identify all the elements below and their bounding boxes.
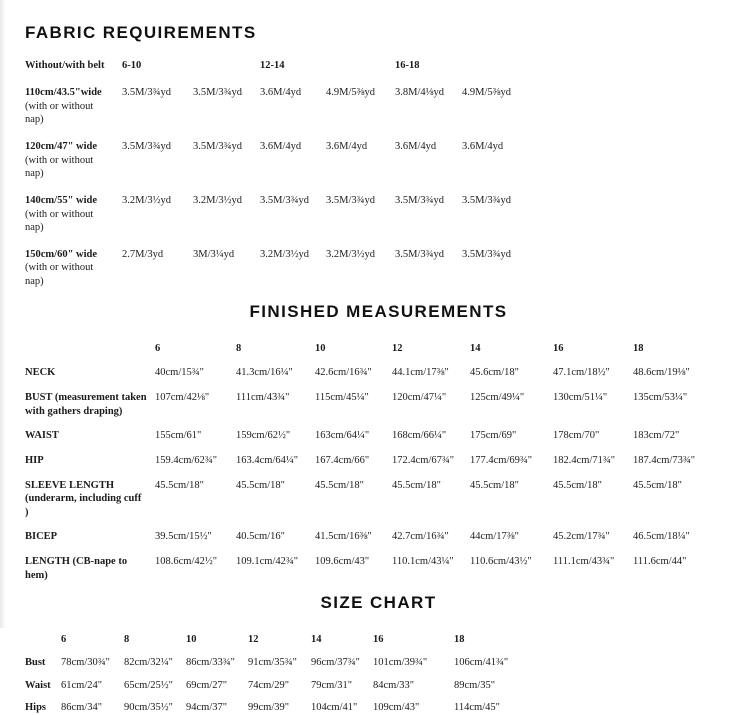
table-cell: 3.5M/3¾yd [260,194,310,206]
table-cell: 3.5M/3¾yd [462,248,512,260]
column-header: 18 [633,342,644,354]
table-cell: 3.5M/3¾yd [462,194,512,206]
table-cell: 120cm/47¼" [392,391,447,403]
table-cell: 115cm/45¼" [315,391,369,403]
sizechart-sizes-header-row [25,633,732,647]
table-cell: 109.1cm/42¾" [236,556,299,568]
table-row [25,366,732,380]
finished-sizes-header-row [25,342,732,356]
row-label: NECK [25,367,56,379]
table-cell: 42.6cm/16¾" [315,367,372,379]
table-cell: 3.5M/3¾yd [193,140,243,152]
column-header: 14 [311,634,322,646]
table-cell: 46.5cm/18¼" [633,531,690,543]
table-cell: 69cm/27" [186,679,228,691]
row-label: BICEP [25,531,58,543]
size-group-header: 12-14 [260,60,285,72]
size-group-header: 6-10 [122,60,142,72]
finished-measurements-table [25,366,732,582]
table-cell: 108.6cm/42½" [155,556,218,568]
table-cell: 45.5cm/18" [236,479,285,491]
table-row [25,194,732,235]
table-cell: 42.7cm/16¾" [392,531,449,543]
row-label: Hips [25,702,47,714]
table-cell: 3.2M/3½yd [122,194,172,206]
size-chart-title: SIZE CHART [320,593,437,613]
table-row [25,454,732,468]
column-header: 8 [124,634,130,646]
table-row [25,679,732,693]
table-row [25,530,732,544]
table-cell: 86cm/34" [61,702,103,714]
table-cell: 110.1cm/43¼" [392,556,454,568]
column-header: 16 [553,342,564,354]
table-row [25,248,732,289]
table-cell: 175cm/69" [470,430,517,442]
table-cell: 45.5cm/18" [470,479,519,491]
table-cell: 65cm/25½" [124,679,173,691]
table-cell: 111.6cm/44" [633,556,687,568]
column-header: 8 [236,342,242,354]
table-row [25,479,732,520]
table-cell: 3.5M/3¾yd [122,87,172,99]
table-cell: 109cm/43" [373,702,420,714]
table-row [25,656,732,670]
table-cell: 110.6cm/43½" [470,556,532,568]
table-cell: 3M/3¼yd [193,248,235,260]
column-header: 6 [61,634,67,646]
table-cell: 3.5M/3¾yd [193,87,243,99]
table-cell: 178cm/70" [553,430,600,442]
table-cell: 135cm/53¼" [633,391,688,403]
table-cell: 39.5cm/15½" [155,531,212,543]
table-cell: 101cm/39¾" [373,657,428,669]
table-cell: 45.5cm/18" [315,479,364,491]
table-cell: 45.5cm/18" [392,479,441,491]
table-cell: 48.6cm/19⅛" [633,367,690,379]
row-label: BUST (measurement taken with gathers draping) [25,391,147,417]
table-cell: 61cm/24" [61,679,103,691]
table-cell: 2.7M/3yd [122,248,164,260]
table-cell: 111cm/43¾" [236,391,290,403]
table-cell: 89cm/35" [454,679,496,691]
table-cell: 78cm/30¾" [61,657,110,669]
table-cell: 104cm/41" [311,702,358,714]
fabric-header-label: Without/with belt [25,60,105,72]
size-group-header: 16-18 [395,60,420,72]
table-row [25,429,732,443]
finished-measurements-section [25,302,732,583]
table-cell: 86cm/33¾" [186,657,235,669]
table-cell: 3.5M/3¾yd [122,140,172,152]
column-header: 16 [373,634,384,646]
table-cell: 45.5cm/18" [155,479,204,491]
table-cell: 84cm/33" [373,679,415,691]
table-cell: 106cm/41¾" [454,657,509,669]
fabric-requirements-title: FABRIC REQUIREMENTS [25,23,257,43]
table-cell: 74cm/29" [248,679,290,691]
table-cell: 45.5cm/18" [633,479,682,491]
column-header: 18 [454,634,465,646]
table-cell: 183cm/72" [633,430,680,442]
table-cell: 172.4cm/67¾" [392,454,455,466]
table-cell: 3.6M/4yd [326,140,368,152]
table-cell: 111.1cm/43¾" [553,556,615,568]
table-cell: 130cm/51¼" [553,391,608,403]
row-label: LENGTH (CB-nape to hem) [25,556,128,581]
table-cell: 96cm/37¾" [311,657,360,669]
table-row [25,391,732,418]
fabric-requirements-table [25,86,732,289]
column-header: 12 [392,342,403,354]
table-cell: 44.1cm/17⅜" [392,367,449,379]
column-header: 12 [248,634,259,646]
table-cell: 4.9M/5⅜yd [462,87,512,99]
row-label: 110cm/43.5"wide (with or without nap) [25,87,102,126]
table-cell: 45.5cm/18" [553,479,602,491]
table-cell: 90cm/35½" [124,702,173,714]
table-cell: 177.4cm/69¾" [470,454,533,466]
table-cell: 187.4cm/73¾" [633,454,696,466]
table-row [25,140,732,181]
table-cell: 155cm/61" [155,430,202,442]
table-cell: 163cm/64¼" [315,430,370,442]
table-cell: 3.6M/4yd [260,87,302,99]
size-chart-section [25,593,732,715]
table-cell: 3.6M/4yd [260,140,302,152]
table-cell: 40cm/15¾" [155,367,204,379]
row-label: Bust [25,657,46,669]
table-cell: 159.4cm/62¾" [155,454,218,466]
fabric-requirements-section [25,23,732,288]
table-cell: 3.6M/4yd [395,140,437,152]
table-cell: 109.6cm/43" [315,556,370,568]
row-label: 150cm/60" wide (with or without nap) [25,248,98,288]
table-row [25,86,732,127]
table-cell: 3.5M/3¾yd [395,194,445,206]
table-cell: 99cm/39" [248,702,290,714]
row-label: HIP [25,454,44,466]
table-cell: 45.6cm/18" [470,367,519,379]
table-cell: 159cm/62½" [236,430,291,442]
table-cell: 3.5M/3¾yd [326,194,376,206]
table-cell: 114cm/45" [454,702,500,714]
page-edge-shadow [0,0,6,628]
table-cell: 94cm/37" [186,702,228,714]
table-cell: 107cm/42⅛" [155,391,210,403]
row-label: 140cm/55" wide (with or without nap) [25,194,98,234]
table-cell: 44cm/17⅜" [470,531,519,543]
table-cell: 168cm/66¼" [392,430,447,442]
table-cell: 40.5cm/16" [236,531,285,543]
table-cell: 182.4cm/71¾" [553,454,616,466]
table-cell: 3.6M/4yd [462,140,504,152]
fabric-header-row [25,59,732,73]
size-chart-table [25,656,732,715]
row-label: WAIST [25,430,59,442]
table-cell: 163.4cm/64¼" [236,454,299,466]
table-cell: 79cm/31" [311,679,353,691]
row-label: 120cm/47" wide (with or without nap) [25,140,98,180]
table-cell: 167.4cm/66" [315,454,370,466]
row-label: SLEEVE LENGTH (underarm, including cuff ) [25,479,142,518]
table-cell: 91cm/35¾" [248,657,297,669]
column-header: 6 [155,342,161,354]
finished-measurements-title: FINISHED MEASUREMENTS [249,301,508,321]
table-cell: 41.5cm/16⅜" [315,531,372,543]
table-row [25,701,732,715]
column-header: 10 [315,342,326,354]
table-cell: 3.2M/3½yd [193,194,243,206]
row-label: Waist [25,679,51,691]
table-cell: 3.8M/4⅛yd [395,87,445,99]
table-cell: 41.3cm/16¼" [236,367,293,379]
table-cell: 82cm/32¼" [124,657,173,669]
column-header: 10 [186,634,197,646]
table-cell: 3.2M/3½yd [326,248,376,260]
table-cell: 4.9M/5⅜yd [326,87,376,99]
table-cell: 3.2M/3½yd [260,248,310,260]
table-cell: 3.5M/3¾yd [395,248,445,260]
table-row [25,555,732,582]
table-cell: 47.1cm/18½" [553,367,610,379]
table-cell: 125cm/49¼" [470,391,525,403]
table-cell: 45.2cm/17¾" [553,531,610,543]
column-header: 14 [470,342,481,354]
